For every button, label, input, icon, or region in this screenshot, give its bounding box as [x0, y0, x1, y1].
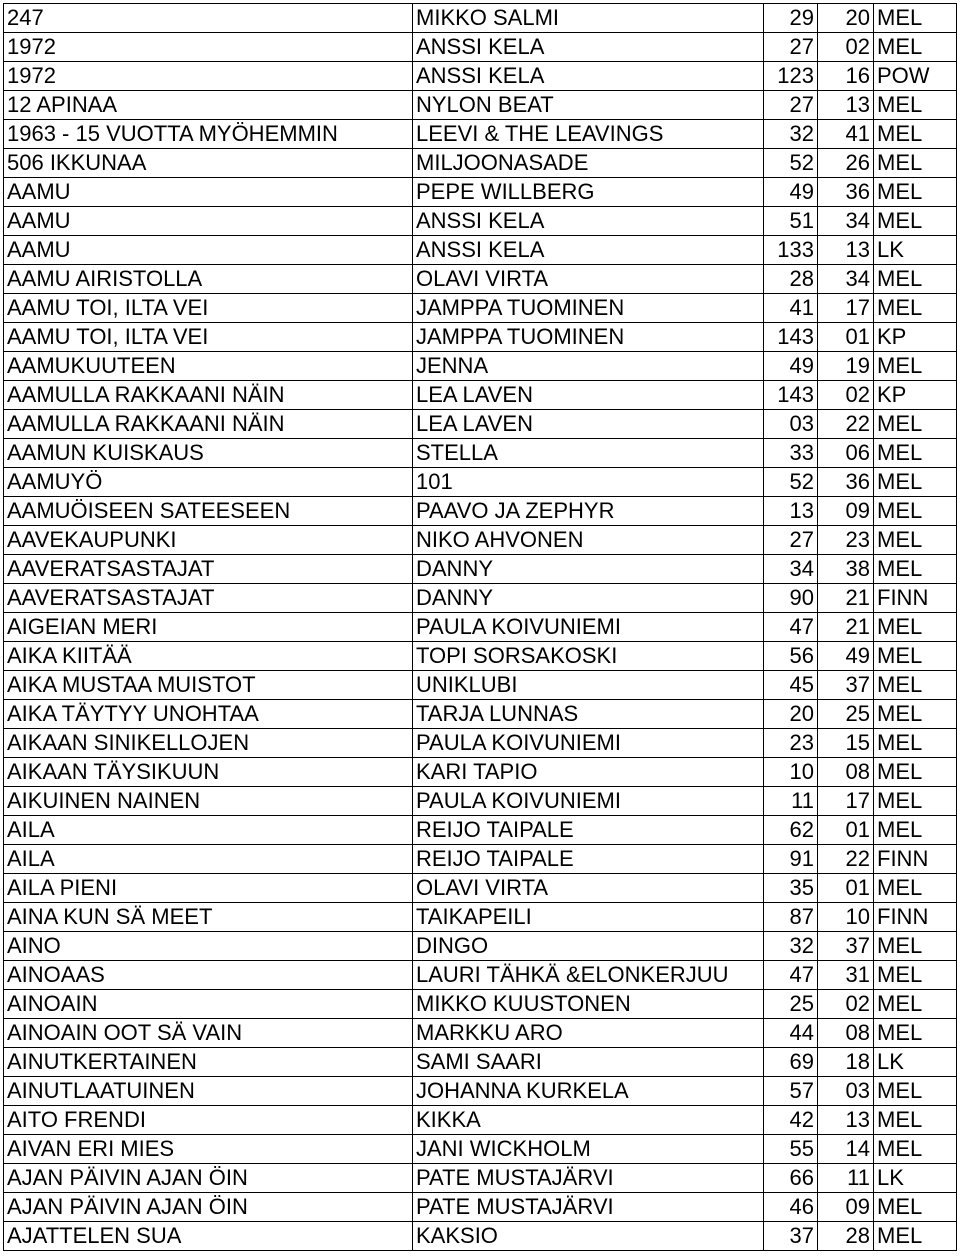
page-number-cell: 32 [764, 120, 818, 149]
page-number-cell: 49 [764, 352, 818, 381]
category-cell: FINN [874, 845, 957, 874]
table-row [4, 1222, 957, 1251]
table-row [4, 207, 957, 236]
song-title-cell: 247 [4, 4, 413, 33]
song-title-cell: 12 APINAA [4, 91, 413, 120]
table-row [4, 613, 957, 642]
artist-cell: STELLA [413, 439, 764, 468]
table-row [4, 700, 957, 729]
page-number-cell: 37 [764, 1222, 818, 1251]
table-row [4, 584, 957, 613]
category-cell: MEL [874, 33, 957, 62]
category-cell: MEL [874, 758, 957, 787]
page-number-cell: 32 [764, 932, 818, 961]
page-number-cell: 62 [764, 816, 818, 845]
artist-cell: ANSSI KELA [413, 236, 764, 265]
song-list-body [4, 4, 957, 1251]
page-number-cell: 49 [764, 178, 818, 207]
track-number-cell: 23 [818, 526, 874, 555]
song-title-cell: AAMU TOI, ILTA VEI [4, 294, 413, 323]
page-number-cell: 13 [764, 497, 818, 526]
artist-cell: TAIKAPEILI [413, 903, 764, 932]
artist-cell: PATE MUSTAJÄRVI [413, 1193, 764, 1222]
category-cell: MEL [874, 1222, 957, 1251]
table-row [4, 1164, 957, 1193]
category-cell: MEL [874, 642, 957, 671]
table-row [4, 932, 957, 961]
track-number-cell: 34 [818, 265, 874, 294]
page-number-cell: 10 [764, 758, 818, 787]
track-number-cell: 26 [818, 149, 874, 178]
track-number-cell: 37 [818, 932, 874, 961]
song-title-cell: AINUTKERTAINEN [4, 1048, 413, 1077]
song-title-cell: AAMUYÖ [4, 468, 413, 497]
category-cell: MEL [874, 874, 957, 903]
artist-cell: TARJA LUNNAS [413, 700, 764, 729]
table-row [4, 1048, 957, 1077]
track-number-cell: 37 [818, 671, 874, 700]
page-number-cell: 57 [764, 1077, 818, 1106]
category-cell: MEL [874, 265, 957, 294]
track-number-cell: 03 [818, 1077, 874, 1106]
category-cell: MEL [874, 497, 957, 526]
song-list-table [3, 3, 957, 1251]
artist-cell: ANSSI KELA [413, 207, 764, 236]
song-title-cell: AAMU [4, 236, 413, 265]
song-title-cell: AIKUINEN NAINEN [4, 787, 413, 816]
table-row [4, 1077, 957, 1106]
artist-cell: PAULA KOIVUNIEMI [413, 729, 764, 758]
category-cell: MEL [874, 961, 957, 990]
page-number-cell: 03 [764, 410, 818, 439]
artist-cell: NYLON BEAT [413, 91, 764, 120]
track-number-cell: 22 [818, 410, 874, 439]
artist-cell: JANI WICKHOLM [413, 1135, 764, 1164]
track-number-cell: 19 [818, 352, 874, 381]
artist-cell: MIKKO KUUSTONEN [413, 990, 764, 1019]
category-cell: KP [874, 323, 957, 352]
table-row [4, 1019, 957, 1048]
song-title-cell: AIKA MUSTAA MUISTOT [4, 671, 413, 700]
page-number-cell: 28 [764, 265, 818, 294]
artist-cell: JAMPPA TUOMINEN [413, 323, 764, 352]
category-cell: LK [874, 1164, 957, 1193]
page-number-cell: 56 [764, 642, 818, 671]
page-number-cell: 69 [764, 1048, 818, 1077]
artist-cell: JAMPPA TUOMINEN [413, 294, 764, 323]
table-row [4, 294, 957, 323]
category-cell: MEL [874, 990, 957, 1019]
song-title-cell: 1972 [4, 33, 413, 62]
song-title-cell: AINOAAS [4, 961, 413, 990]
track-number-cell: 17 [818, 294, 874, 323]
track-number-cell: 16 [818, 62, 874, 91]
category-cell: MEL [874, 294, 957, 323]
page-number-cell: 47 [764, 613, 818, 642]
artist-cell: UNIKLUBI [413, 671, 764, 700]
category-cell: MEL [874, 4, 957, 33]
song-title-cell: AILA [4, 845, 413, 874]
table-row [4, 352, 957, 381]
page-number-cell: 47 [764, 961, 818, 990]
track-number-cell: 13 [818, 91, 874, 120]
page-number-cell: 11 [764, 787, 818, 816]
page-number-cell: 90 [764, 584, 818, 613]
track-number-cell: 09 [818, 1193, 874, 1222]
song-title-cell: AAMULLA RAKKAANI NÄIN [4, 410, 413, 439]
page-number-cell: 51 [764, 207, 818, 236]
page-number-cell: 87 [764, 903, 818, 932]
table-row [4, 91, 957, 120]
track-number-cell: 10 [818, 903, 874, 932]
song-title-cell: AAMUÖISEEN SATEESEEN [4, 497, 413, 526]
track-number-cell: 01 [818, 874, 874, 903]
category-cell: POW [874, 62, 957, 91]
song-title-cell: 506 IKKUNAA [4, 149, 413, 178]
artist-cell: KIKKA [413, 1106, 764, 1135]
category-cell: LK [874, 1048, 957, 1077]
track-number-cell: 13 [818, 236, 874, 265]
category-cell: MEL [874, 468, 957, 497]
page-number-cell: 91 [764, 845, 818, 874]
table-row [4, 4, 957, 33]
table-row [4, 439, 957, 468]
category-cell: MEL [874, 787, 957, 816]
artist-cell: MILJOONASADE [413, 149, 764, 178]
category-cell: KP [874, 381, 957, 410]
song-title-cell: 1972 [4, 62, 413, 91]
track-number-cell: 41 [818, 120, 874, 149]
category-cell: MEL [874, 816, 957, 845]
artist-cell: NIKO AHVONEN [413, 526, 764, 555]
category-cell: MEL [874, 671, 957, 700]
song-title-cell: AAVEKAUPUNKI [4, 526, 413, 555]
table-row [4, 961, 957, 990]
artist-cell: LAURI TÄHKÄ &ELONKERJUU [413, 961, 764, 990]
song-title-cell: AAMULLA RAKKAANI NÄIN [4, 381, 413, 410]
artist-cell: JENNA [413, 352, 764, 381]
song-title-cell: AAMUN KUISKAUS [4, 439, 413, 468]
track-number-cell: 02 [818, 33, 874, 62]
artist-cell: LEEVI & THE LEAVINGS [413, 120, 764, 149]
table-row [4, 671, 957, 700]
song-title-cell: AIKA KIITÄÄ [4, 642, 413, 671]
table-row [4, 323, 957, 352]
song-title-cell: AILA PIENI [4, 874, 413, 903]
table-row [4, 1193, 957, 1222]
category-cell: MEL [874, 729, 957, 758]
track-number-cell: 25 [818, 700, 874, 729]
category-cell: MEL [874, 439, 957, 468]
artist-cell: PATE MUSTAJÄRVI [413, 1164, 764, 1193]
track-number-cell: 22 [818, 845, 874, 874]
page-number-cell: 42 [764, 1106, 818, 1135]
song-title-cell: AIGEIAN MERI [4, 613, 413, 642]
table-row [4, 526, 957, 555]
category-cell: MEL [874, 613, 957, 642]
page-number-cell: 20 [764, 700, 818, 729]
table-row [4, 1106, 957, 1135]
page-number-cell: 41 [764, 294, 818, 323]
category-cell: FINN [874, 584, 957, 613]
artist-cell: ANSSI KELA [413, 62, 764, 91]
table-row [4, 497, 957, 526]
page-number-cell: 25 [764, 990, 818, 1019]
artist-cell: PAULA KOIVUNIEMI [413, 613, 764, 642]
song-title-cell: AINOAIN [4, 990, 413, 1019]
song-title-cell: AINUTLAATUINEN [4, 1077, 413, 1106]
category-cell: MEL [874, 352, 957, 381]
page-number-cell: 143 [764, 381, 818, 410]
song-title-cell: AINA KUN SÄ MEET [4, 903, 413, 932]
song-title-cell: AAMUKUUTEEN [4, 352, 413, 381]
page-number-cell: 27 [764, 33, 818, 62]
song-title-cell: AAMU AIRISTOLLA [4, 265, 413, 294]
table-row [4, 1135, 957, 1164]
song-title-cell: AAMU TOI, ILTA VEI [4, 323, 413, 352]
table-row [4, 642, 957, 671]
song-title-cell: 1963 - 15 VUOTTA MYÖHEMMIN [4, 120, 413, 149]
artist-cell: MARKKU ARO [413, 1019, 764, 1048]
category-cell: MEL [874, 1019, 957, 1048]
table-row [4, 33, 957, 62]
category-cell: MEL [874, 91, 957, 120]
track-number-cell: 21 [818, 584, 874, 613]
song-title-cell: AJAN PÄIVIN AJAN ÖIN [4, 1164, 413, 1193]
track-number-cell: 28 [818, 1222, 874, 1251]
category-cell: FINN [874, 903, 957, 932]
table-row [4, 120, 957, 149]
page-number-cell: 34 [764, 555, 818, 584]
artist-cell: MIKKO SALMI [413, 4, 764, 33]
page-number-cell: 23 [764, 729, 818, 758]
song-title-cell: AILA [4, 816, 413, 845]
table-row [4, 62, 957, 91]
artist-cell: KARI TAPIO [413, 758, 764, 787]
page-number-cell: 29 [764, 4, 818, 33]
table-row [4, 729, 957, 758]
category-cell: MEL [874, 1077, 957, 1106]
song-title-cell: AIVAN ERI MIES [4, 1135, 413, 1164]
page-number-cell: 46 [764, 1193, 818, 1222]
category-cell: MEL [874, 932, 957, 961]
category-cell: MEL [874, 526, 957, 555]
track-number-cell: 20 [818, 4, 874, 33]
song-title-cell: AIKAAN TÄYSIKUUN [4, 758, 413, 787]
page-number-cell: 55 [764, 1135, 818, 1164]
track-number-cell: 06 [818, 439, 874, 468]
category-cell: MEL [874, 1106, 957, 1135]
table-row [4, 410, 957, 439]
category-cell: MEL [874, 1135, 957, 1164]
page-number-cell: 27 [764, 91, 818, 120]
song-title-cell: AIKA TÄYTYY UNOHTAA [4, 700, 413, 729]
track-number-cell: 31 [818, 961, 874, 990]
artist-cell: JOHANNA KURKELA [413, 1077, 764, 1106]
table-row [4, 874, 957, 903]
page-number-cell: 143 [764, 323, 818, 352]
table-row [4, 149, 957, 178]
artist-cell: SAMI SAARI [413, 1048, 764, 1077]
page-number-cell: 66 [764, 1164, 818, 1193]
track-number-cell: 01 [818, 323, 874, 352]
track-number-cell: 17 [818, 787, 874, 816]
artist-cell: PEPE WILLBERG [413, 178, 764, 207]
category-cell: MEL [874, 700, 957, 729]
category-cell: MEL [874, 410, 957, 439]
category-cell: MEL [874, 207, 957, 236]
table-row [4, 845, 957, 874]
page-number-cell: 44 [764, 1019, 818, 1048]
artist-cell: PAULA KOIVUNIEMI [413, 787, 764, 816]
artist-cell: REIJO TAIPALE [413, 816, 764, 845]
category-cell: MEL [874, 149, 957, 178]
category-cell: LK [874, 236, 957, 265]
page-number-cell: 52 [764, 149, 818, 178]
table-row [4, 787, 957, 816]
song-title-cell: AJAN PÄIVIN AJAN ÖIN [4, 1193, 413, 1222]
song-title-cell: AAVERATSASTAJAT [4, 584, 413, 613]
artist-cell: LEA LAVEN [413, 381, 764, 410]
artist-cell: TOPI SORSAKOSKI [413, 642, 764, 671]
track-number-cell: 08 [818, 1019, 874, 1048]
page-number-cell: 33 [764, 439, 818, 468]
artist-cell: KAKSIO [413, 1222, 764, 1251]
track-number-cell: 08 [818, 758, 874, 787]
track-number-cell: 49 [818, 642, 874, 671]
track-number-cell: 13 [818, 1106, 874, 1135]
track-number-cell: 09 [818, 497, 874, 526]
category-cell: MEL [874, 555, 957, 584]
track-number-cell: 36 [818, 468, 874, 497]
song-title-cell: AITO FRENDI [4, 1106, 413, 1135]
page-number-cell: 35 [764, 874, 818, 903]
table-row [4, 758, 957, 787]
table-row [4, 903, 957, 932]
track-number-cell: 11 [818, 1164, 874, 1193]
track-number-cell: 14 [818, 1135, 874, 1164]
table-row [4, 381, 957, 410]
table-row [4, 468, 957, 497]
category-cell: MEL [874, 120, 957, 149]
artist-cell: 101 [413, 468, 764, 497]
artist-cell: DINGO [413, 932, 764, 961]
table-row [4, 236, 957, 265]
table-row [4, 555, 957, 584]
page-number-cell: 27 [764, 526, 818, 555]
track-number-cell: 34 [818, 207, 874, 236]
song-title-cell: AAMU [4, 178, 413, 207]
song-title-cell: AAVERATSASTAJAT [4, 555, 413, 584]
page-number-cell: 133 [764, 236, 818, 265]
page-number-cell: 45 [764, 671, 818, 700]
artist-cell: REIJO TAIPALE [413, 845, 764, 874]
artist-cell: LEA LAVEN [413, 410, 764, 439]
table-row [4, 265, 957, 294]
track-number-cell: 15 [818, 729, 874, 758]
song-title-cell: AINO [4, 932, 413, 961]
table-row [4, 816, 957, 845]
table-row [4, 178, 957, 207]
table-row [4, 990, 957, 1019]
artist-cell: DANNY [413, 555, 764, 584]
artist-cell: OLAVI VIRTA [413, 874, 764, 903]
artist-cell: DANNY [413, 584, 764, 613]
song-title-cell: AIKAAN SINIKELLOJEN [4, 729, 413, 758]
track-number-cell: 21 [818, 613, 874, 642]
category-cell: MEL [874, 178, 957, 207]
track-number-cell: 36 [818, 178, 874, 207]
song-title-cell: AAMU [4, 207, 413, 236]
song-title-cell: AINOAIN OOT SÄ VAIN [4, 1019, 413, 1048]
track-number-cell: 38 [818, 555, 874, 584]
track-number-cell: 18 [818, 1048, 874, 1077]
track-number-cell: 02 [818, 381, 874, 410]
track-number-cell: 02 [818, 990, 874, 1019]
page-number-cell: 123 [764, 62, 818, 91]
page-number-cell: 52 [764, 468, 818, 497]
artist-cell: OLAVI VIRTA [413, 265, 764, 294]
song-title-cell: AJATTELEN SUA [4, 1222, 413, 1251]
track-number-cell: 01 [818, 816, 874, 845]
artist-cell: ANSSI KELA [413, 33, 764, 62]
artist-cell: PAAVO JA ZEPHYR [413, 497, 764, 526]
category-cell: MEL [874, 1193, 957, 1222]
